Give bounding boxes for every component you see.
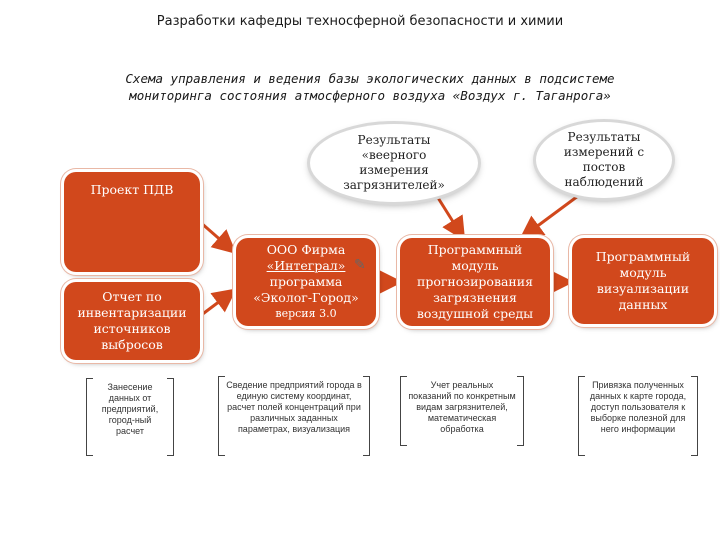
ellipse-posts-label: Результаты измерений с постов наблюдений	[563, 130, 645, 189]
box-forecast-label: Программный модуль прогнозирования загрязнения воздушной среды	[416, 242, 534, 321]
ellipse-veer-label: Результаты «веерного измерения загрязнителей»	[343, 133, 445, 192]
integral-line-3: программа	[269, 274, 343, 289]
handshake-icon: ✎	[354, 256, 366, 272]
ellipse-veer-measurement	[310, 124, 478, 202]
note-coordinates	[218, 376, 370, 456]
note-real-readings	[400, 376, 524, 446]
arrow-left-ellipse-to-forecast	[435, 193, 462, 236]
box-inventory-label: Отчет по инвентаризации источников выбросов	[77, 289, 187, 352]
integral-line-2: «Интеграл»	[266, 258, 346, 273]
note-data-entry-text: Занесение данных от предприятий, город-ный расчет	[101, 382, 159, 436]
page-header: Разработки кафедры техносферной безопасности и химии	[156, 14, 564, 29]
subtitle-line-2: мониторинга состояния атмосферного воздуха «Воздух г. Таганрога»	[129, 88, 611, 103]
note-map-binding-text: Привязка полученных данных к карте города, доступ пользователя к выборке полезной для него информации	[589, 380, 687, 434]
box-pdv-project	[64, 172, 200, 272]
arrow-inventory-to-integral	[200, 292, 232, 316]
arrow-right-ellipse-to-forecast	[524, 196, 578, 236]
ellipse-posts-measurement	[536, 122, 672, 198]
integral-line-5: версия 3.0	[275, 307, 337, 320]
arrow-pdv-to-integral	[200, 222, 232, 250]
box-visual-module	[572, 238, 714, 324]
box-pdv-label: Проект ПДВ	[90, 182, 174, 197]
subtitle-line-1: Схема управления и ведения базы экологических данных в подсистеме	[125, 71, 615, 86]
box-inventory-report	[64, 282, 200, 360]
integral-line-4: «Эколог-Город»	[253, 290, 359, 305]
integral-line-1: ООО Фирма	[266, 242, 346, 257]
box-forecast-module	[400, 238, 550, 326]
note-coordinates-text: Сведение предприятий города в единую систему координат, расчет полей концентраций при различных заданных параметрах, визуализация	[226, 380, 362, 434]
note-real-readings-text: Учет реальных показаний по конкретным видам загрязнителей, математическая обработка	[408, 380, 516, 434]
box-integral-program	[236, 238, 376, 326]
note-data-entry	[86, 378, 174, 456]
box-visual-label: Программный модуль визуализации данных	[595, 249, 691, 312]
note-map-binding	[578, 376, 698, 456]
